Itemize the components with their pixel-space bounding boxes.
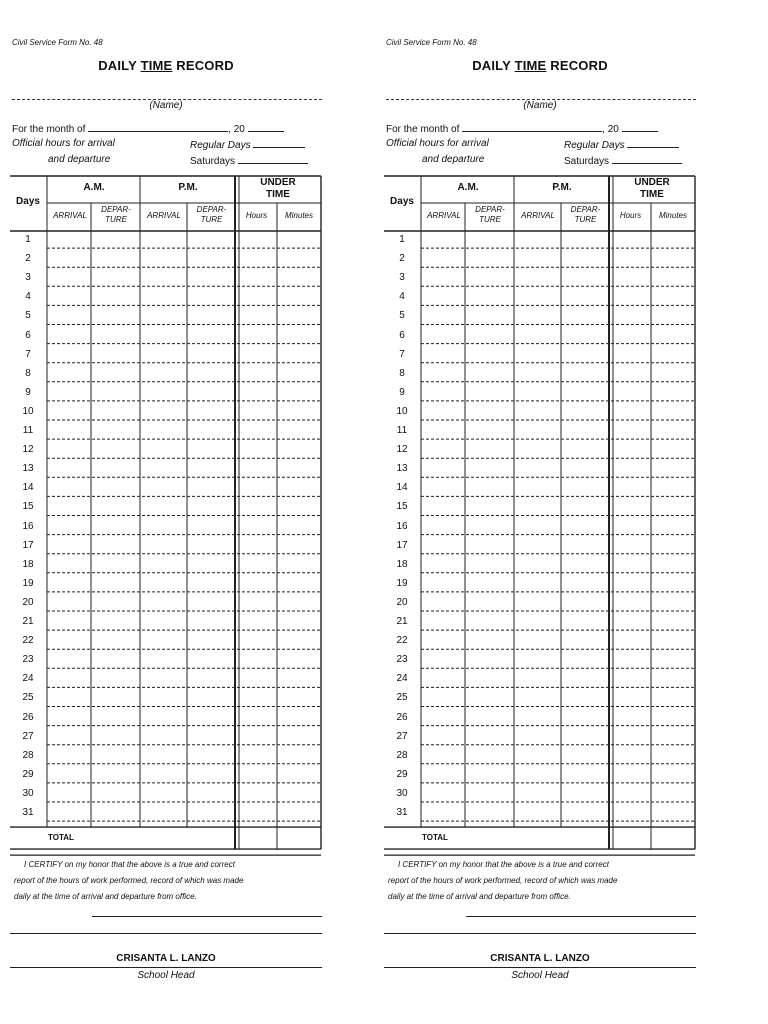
saturdays-label: Saturdays [564,156,610,167]
day-number: 27 [396,730,408,742]
day-number: 19 [22,577,34,589]
day-number: 5 [399,310,405,322]
minutes-header: Minutes [658,211,687,220]
day-number: 17 [22,539,34,551]
header-pm: P.M. [552,182,572,193]
name-label: (Name) [149,100,183,111]
header-under: UNDER TIME [634,177,670,200]
day-number: 1 [399,234,405,245]
day-number: 28 [22,749,34,761]
day-number: 31 [22,807,34,818]
day-number: 19 [396,577,408,589]
school-head-title: School Head [511,970,569,981]
year-label: , 20 [228,124,245,135]
day-number: 2 [399,253,405,265]
separator-line [384,933,696,934]
day-number: 12 [22,444,34,456]
day-number: 9 [399,386,405,398]
day-number: 23 [396,654,408,666]
name-label: (Name) [523,100,557,111]
day-number: 9 [25,386,31,398]
day-number: 24 [396,673,408,685]
day-number: 5 [25,310,31,322]
header-days: Days [390,196,414,207]
day-number: 30 [22,787,34,799]
total-label: TOTAL [422,833,448,842]
day-number: 13 [22,463,34,475]
am-departure-header: DEPAR- TURE [475,205,505,224]
day-number: 25 [396,692,408,704]
day-number: 13 [396,463,408,475]
pm-departure-header: DEPAR- TURE [196,205,227,224]
day-number: 21 [396,616,408,627]
am-departure-header: DEPAR- TURE [101,205,131,224]
day-number: 29 [396,768,408,780]
day-number: 31 [396,807,408,818]
hours-header: Hours [619,211,642,220]
day-number: 20 [396,596,408,608]
day-number: 4 [25,291,31,303]
school-head-name: CRISANTA L. LANZO [116,953,216,964]
day-number: 28 [396,749,408,761]
official-hours-label-2: and departure [48,154,111,165]
school-head-title: School Head [137,970,195,981]
form-number: Civil Service Form No. 48 [12,38,103,47]
day-number: 10 [22,405,34,417]
day-number: 18 [22,558,34,570]
school-head-signature-line [10,967,322,968]
official-hours-label-1: Official hours for arrival [386,138,489,149]
day-number: 1 [25,234,31,245]
official-hours-label-1: Official hours for arrival [12,138,115,149]
day-number: 14 [22,482,34,494]
regular-days-label: Regular Days [190,140,251,151]
year-label: , 20 [602,124,619,135]
day-number: 3 [25,272,31,284]
header-am: A.M. [457,182,479,193]
pm-arrival-header: ARRIVAL [147,211,181,220]
day-number: 10 [396,405,408,417]
day-number: 11 [22,425,34,436]
pm-departure-header: DEPAR- TURE [570,205,601,224]
minutes-header: Minutes [284,211,313,220]
day-number: 16 [22,520,34,532]
day-number: 20 [22,596,34,608]
day-number: 22 [22,635,34,647]
day-number: 16 [396,520,408,532]
day-number: 14 [396,482,408,494]
day-number: 4 [399,291,405,303]
separator-line [10,933,322,934]
form-title: DAILY TIME RECORD [472,58,608,73]
day-number: 24 [22,673,34,685]
month-label: For the month of [386,124,460,135]
saturdays-label: Saturdays [190,156,236,167]
day-number: 18 [396,558,408,570]
form-number: Civil Service Form No. 48 [386,38,477,47]
day-number: 3 [399,272,405,284]
day-number: 22 [396,635,408,647]
header-am: A.M. [83,182,105,193]
day-number: 8 [25,367,31,379]
day-number: 7 [25,348,31,360]
day-number: 15 [396,501,408,513]
day-number: 7 [399,348,405,360]
day-number: 11 [396,425,408,436]
dtr-form-left [10,0,322,1024]
am-arrival-header: ARRIVAL [427,211,461,220]
official-hours-label-2: and departure [422,154,485,165]
header-pm: P.M. [178,182,198,193]
day-number: 21 [22,616,34,627]
am-arrival-header: ARRIVAL [53,211,87,220]
day-number: 29 [22,768,34,780]
certification-text: I CERTIFY on my honor that the above is a true and correct report of the hours of work performed, record of which was made daily at the time of arrival and departure from office. [388,860,618,901]
day-number: 15 [22,501,34,513]
day-number: 6 [25,329,31,341]
regular-days-label: Regular Days [564,140,625,151]
day-number: 26 [22,711,34,723]
employee-signature-line[interactable] [466,916,696,917]
total-label: TOTAL [48,833,74,842]
header-days: Days [16,196,40,207]
day-number: 25 [22,692,34,704]
day-number: 8 [399,367,405,379]
day-number: 26 [396,711,408,723]
pm-arrival-header: ARRIVAL [521,211,555,220]
header-under: UNDER TIME [260,177,296,200]
day-number: 30 [396,787,408,799]
school-head-name: CRISANTA L. LANZO [490,953,590,964]
month-label: For the month of [12,124,86,135]
day-number: 2 [25,253,31,265]
dtr-form-right [384,0,696,1024]
day-number: 6 [399,329,405,341]
form-title: DAILY TIME RECORD [98,58,234,73]
hours-header: Hours [245,211,268,220]
day-number: 17 [396,539,408,551]
certification-text: I CERTIFY on my honor that the above is a true and correct report of the hours of work performed, record of which was made daily at the time of arrival and departure from office. [14,860,244,901]
day-number: 23 [22,654,34,666]
day-number: 27 [22,730,34,742]
school-head-signature-line [384,967,696,968]
employee-signature-line[interactable] [92,916,322,917]
day-number: 12 [396,444,408,456]
